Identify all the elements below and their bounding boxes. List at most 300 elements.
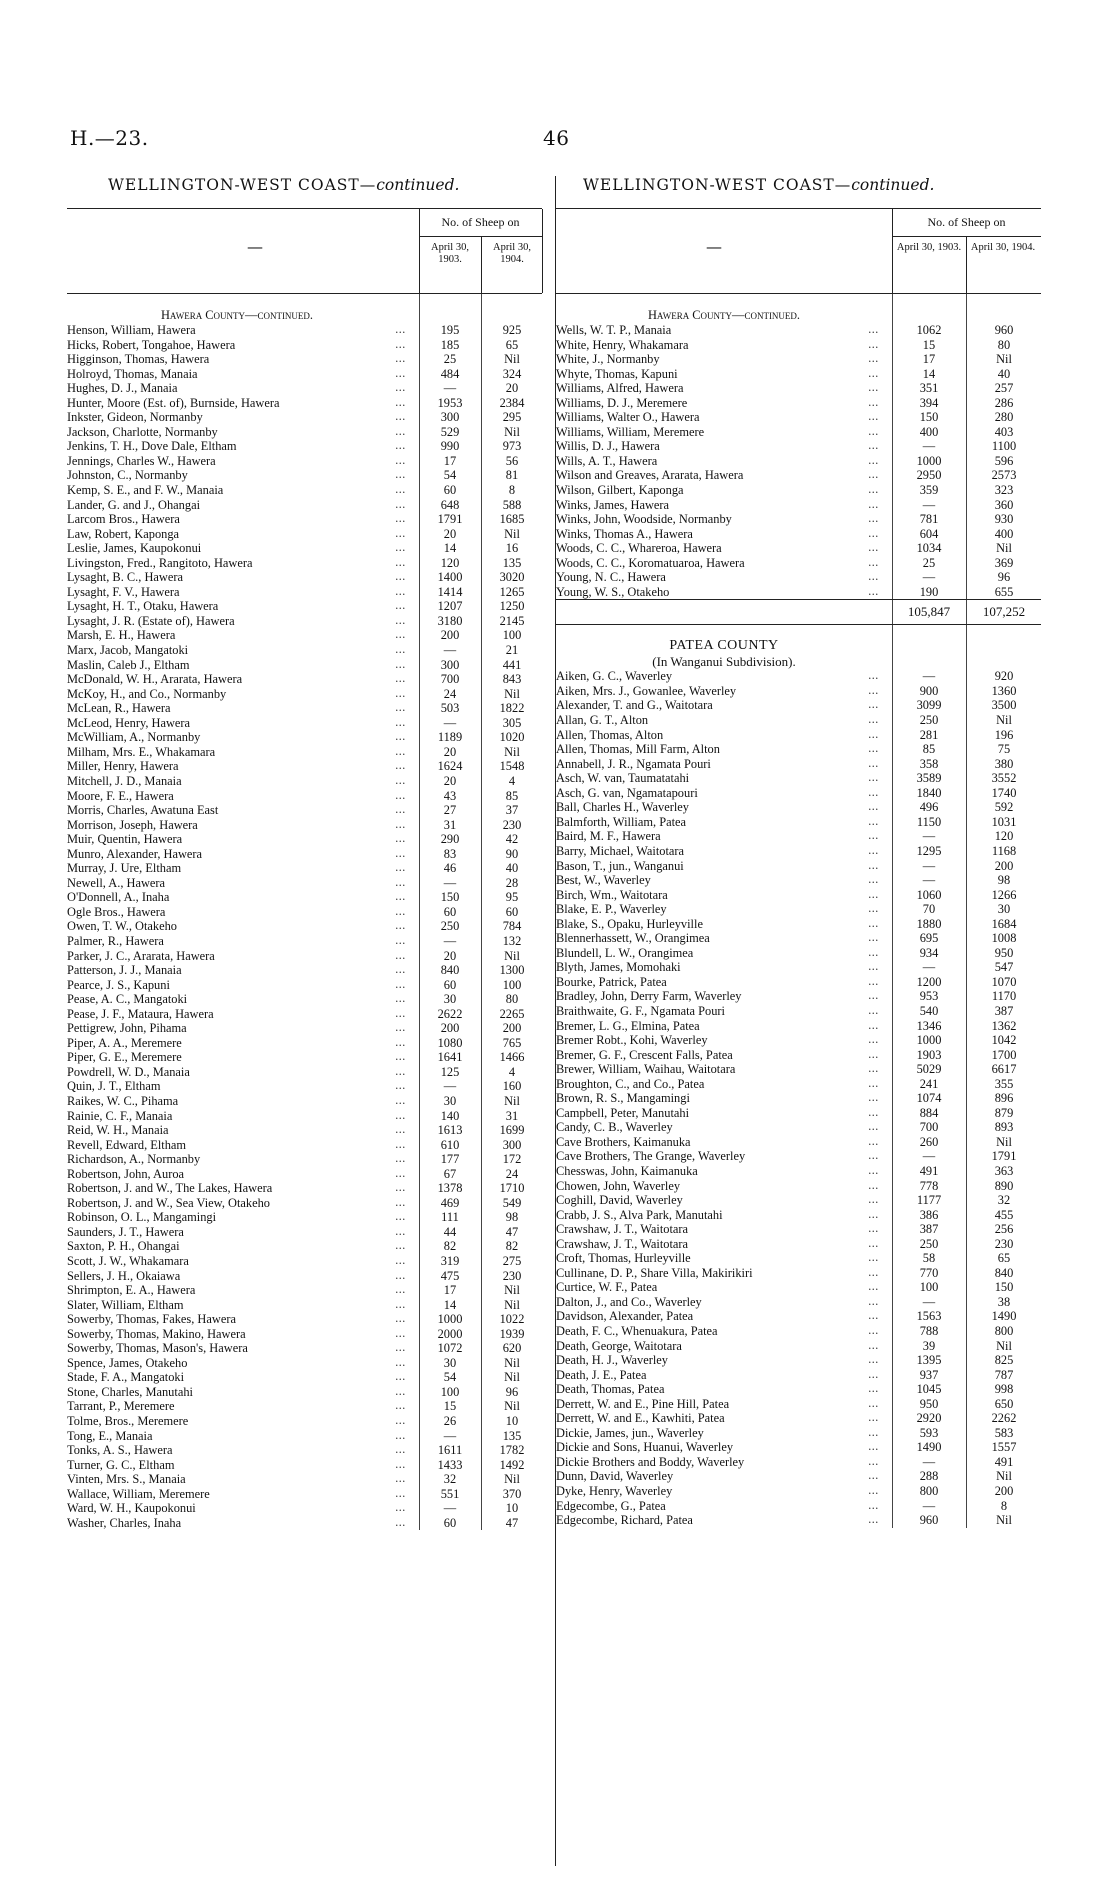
table-row (556, 771, 1041, 786)
owner-name: Bradley, John, Derry Farm, Waverley (556, 989, 742, 1004)
count-1904: 280 (994, 410, 1014, 425)
count-1904: 387 (994, 1003, 1014, 1018)
owner-name: Williams, Walter O., Hawera (556, 410, 700, 425)
count-1903: 200 (440, 628, 460, 643)
owner-name: Muir, Quentin, Hawera (67, 832, 183, 847)
count-1904: 925 (502, 323, 522, 337)
count-1903: 475 (440, 1268, 460, 1283)
count-1904: 2262 (991, 1411, 1017, 1426)
owner-name: Marsh, E. H., Hawera (67, 628, 176, 643)
table-row (556, 946, 1041, 961)
leader-dots: ... (395, 1021, 406, 1035)
table-row (556, 1397, 1041, 1412)
count-1903: 1207 (437, 599, 463, 614)
table-row (67, 1516, 542, 1531)
leader-dots: ... (395, 1123, 406, 1137)
count-1904: 1492 (499, 1457, 525, 1472)
table-row (67, 541, 542, 556)
owner-name: Robertson, John, Auroa (67, 1166, 185, 1181)
owner-name: McLean, R., Hawera (67, 701, 171, 716)
count-1903: — (922, 960, 936, 975)
owner-name: Death, F. C., Whenuakura, Patea (556, 1324, 718, 1338)
table-row (556, 338, 1041, 353)
leader-dots: ... (868, 1309, 879, 1323)
table-row (556, 844, 1041, 859)
count-1904: 10 (505, 1414, 519, 1429)
count-1903: 27 (443, 803, 457, 818)
table-row (67, 1399, 542, 1414)
table-row (556, 1440, 1041, 1455)
owner-name: Young, N. C., Hawera (556, 570, 666, 585)
count-1904: 920 (994, 669, 1014, 684)
count-1904: 160 (502, 1079, 522, 1094)
count-1904: 1008 (991, 931, 1017, 946)
owner-name: Stone, Charles, Manutahi (67, 1384, 193, 1399)
owner-name: Croft, Thomas, Hurleyville (556, 1251, 691, 1266)
leader-dots: ... (395, 1210, 406, 1224)
table-row (556, 1149, 1041, 1164)
count-1904: 230 (502, 817, 522, 832)
count-1904: 81 (505, 468, 519, 483)
left-rows (67, 323, 542, 1530)
owner-name: Inkster, Gideon, Normanby (67, 410, 203, 425)
leader-dots: ... (868, 698, 879, 712)
sheep-count-header: No. of Sheep on (927, 215, 1006, 229)
count-1903: 900 (919, 683, 939, 698)
count-1904: 4 (508, 773, 516, 788)
owner-name: Ward, W. H., Kaupokonui (67, 1501, 196, 1516)
leader-dots: ... (395, 672, 406, 686)
count-1904: 47 (505, 1224, 519, 1239)
leader-dots: ... (395, 1006, 406, 1020)
count-1904: 784 (502, 919, 522, 934)
table-row (556, 728, 1041, 743)
leader-dots: ... (868, 424, 879, 438)
table-row (67, 672, 542, 687)
count-1904: 1939 (499, 1326, 525, 1341)
leader-dots: ... (868, 771, 879, 785)
owner-name: Tong, E., Manaia (67, 1428, 153, 1443)
table-row (556, 757, 1041, 772)
count-1903: 30 (443, 1355, 457, 1370)
count-1904: 323 (994, 483, 1014, 498)
count-1904: 1020 (499, 730, 525, 745)
count-1904: 843 (502, 672, 522, 687)
table-row (556, 541, 1041, 556)
count-1903: 260 (919, 1134, 939, 1149)
leader-dots: ... (868, 1382, 879, 1396)
count-1903: 695 (919, 931, 939, 946)
title-continued: continued. (376, 176, 460, 194)
owner-name: Jackson, Charlotte, Normanby (67, 424, 218, 439)
col-1903-header: April 30, 1903. (896, 242, 962, 253)
count-1903: 125 (440, 1064, 460, 1079)
table-row (67, 701, 542, 716)
leader-dots: ... (868, 1280, 879, 1294)
count-1903: — (443, 933, 457, 948)
count-1903: 82 (443, 1239, 457, 1254)
count-1903: 3180 (437, 613, 463, 628)
count-1903: 1346 (916, 1018, 942, 1033)
count-1903: 60 (443, 904, 457, 919)
leader-dots: ... (395, 323, 406, 336)
count-1903: 2622 (437, 1006, 463, 1021)
owner-name: Blundell, L. W., Orangimea (556, 945, 694, 960)
table-row (556, 786, 1041, 801)
leader-dots: ... (395, 1108, 406, 1122)
count-1903: 1400 (437, 570, 463, 585)
leader-dots: ... (868, 1033, 879, 1047)
count-1903: 70 (922, 902, 936, 917)
count-1903: 648 (440, 497, 460, 512)
owner-name: Johnston, C., Normanby (67, 468, 188, 483)
table-row (67, 1210, 542, 1225)
leader-dots: ... (868, 1003, 879, 1017)
table-row (556, 1208, 1041, 1223)
count-1903: 46 (443, 861, 457, 876)
count-1904: 973 (502, 439, 522, 454)
leader-dots: ... (868, 916, 879, 930)
col-1904-header: April 30, 1904. (970, 242, 1036, 253)
count-1904: 16 (505, 541, 519, 556)
owner-name: Pettigrew, John, Pihama (67, 1021, 187, 1036)
count-1904: 82 (505, 1239, 519, 1254)
table-row (67, 1269, 542, 1284)
count-1904: Nil (504, 1093, 520, 1108)
leader-dots: ... (868, 1163, 879, 1177)
count-1904: 1490 (991, 1309, 1017, 1324)
leader-dots: ... (395, 1326, 406, 1340)
count-1904: 230 (994, 1236, 1014, 1251)
leader-dots: ... (395, 1370, 406, 1384)
count-1904: Nil (996, 352, 1012, 367)
owner-name: McKoy, H., and Co., Normanby (67, 686, 227, 701)
count-1903: 190 (919, 584, 939, 599)
count-1903: 150 (919, 410, 939, 425)
owner-name: Spence, James, Otakeho (67, 1355, 188, 1370)
table-row (67, 1167, 542, 1182)
leader-dots: ... (868, 742, 879, 756)
count-1904: 369 (994, 555, 1014, 570)
owner-name: Milham, Mrs. E., Whakamara (67, 744, 216, 759)
count-1903: 250 (919, 1236, 939, 1251)
leader-dots: ... (395, 803, 406, 817)
count-1904: 65 (997, 1251, 1011, 1266)
owner-name: Cullinane, D. P., Share Villa, Makirikiri (556, 1265, 753, 1280)
count-1903: 300 (440, 657, 460, 672)
leader-dots: ... (868, 512, 879, 526)
owner-name: Dunn, David, Waverley (556, 1469, 674, 1484)
count-1904: 1548 (499, 759, 525, 774)
count-1904: 1700 (991, 1047, 1017, 1062)
count-1903: — (922, 1498, 936, 1513)
table-row (67, 454, 542, 469)
leader-dots: ... (868, 497, 879, 511)
table-row (556, 352, 1041, 367)
count-1903: 31 (443, 817, 457, 832)
count-1903: 700 (440, 672, 460, 687)
leader-dots: ... (395, 337, 406, 351)
count-1904: 1466 (499, 1050, 525, 1065)
owner-name: Piper, A. A., Meremere (67, 1035, 182, 1050)
count-1903: 1563 (916, 1309, 942, 1324)
count-1903: 20 (443, 948, 457, 963)
table-row (556, 498, 1041, 513)
table-row (556, 425, 1041, 440)
count-1904: 1300 (499, 963, 525, 978)
table-row (67, 1109, 542, 1124)
count-1904: 305 (502, 715, 522, 730)
owner-name: Allan, G. T., Alton (556, 713, 649, 728)
count-1903: 15 (922, 337, 936, 352)
count-1903: 387 (919, 1222, 939, 1237)
count-1904: 56 (505, 453, 519, 468)
owner-name: Wills, A. T., Hawera (556, 453, 658, 468)
count-1904: 890 (994, 1178, 1014, 1193)
count-1903: 60 (443, 1515, 457, 1530)
owner-name: Crawshaw, J. T., Waitotara (556, 1236, 689, 1251)
count-1904: 98 (997, 873, 1011, 888)
owner-name: Winks, James, Hawera (556, 497, 670, 512)
count-1903: 111 (441, 1210, 459, 1225)
count-1904: 930 (994, 512, 1014, 527)
owner-name: Brewer, William, Waihau, Waitotara (556, 1062, 736, 1077)
owner-name: Lander, G. and J., Ohangai (67, 497, 201, 512)
leader-dots: ... (868, 323, 879, 336)
leader-dots: ... (868, 669, 879, 683)
count-1903: 14 (443, 1297, 457, 1312)
count-1903: 185 (440, 337, 460, 352)
count-1904: 200 (994, 858, 1014, 873)
table-row (67, 847, 542, 862)
table-row (67, 934, 542, 949)
count-1904: 3500 (991, 698, 1017, 713)
table-row (67, 905, 542, 920)
count-1904: 4 (508, 1064, 516, 1079)
count-1903: 120 (440, 555, 460, 570)
leader-dots: ... (395, 933, 406, 947)
leader-dots: ... (395, 919, 406, 933)
owner-name: Marx, Jacob, Mangatoki (67, 643, 189, 658)
count-1904: 60 (505, 904, 519, 919)
table-row (67, 803, 542, 818)
count-1904: Nil (504, 1370, 520, 1385)
leader-dots: ... (395, 352, 406, 366)
table-row (556, 1455, 1041, 1470)
table-row (67, 425, 542, 440)
table-row (556, 1251, 1041, 1266)
count-1904: 620 (502, 1341, 522, 1356)
leader-dots: ... (395, 715, 406, 729)
leader-dots: ... (868, 366, 879, 380)
owner-name: Whyte, Thomas, Kapuni (556, 366, 678, 381)
count-1903: 1395 (916, 1353, 942, 1368)
count-1903: 17 (922, 352, 936, 367)
count-1904: 1168 (991, 843, 1017, 858)
table-row (556, 585, 1041, 600)
table-row (67, 367, 542, 382)
count-1904: 28 (505, 875, 519, 890)
owner-name: Woods, C. C., Koromatuaroa, Hawera (556, 555, 745, 570)
count-1904: Nil (996, 713, 1012, 728)
count-1904: Nil (504, 1355, 520, 1370)
owner-name: Miller, Henry, Hawera (67, 759, 179, 774)
table-row (556, 917, 1041, 932)
leader-dots: ... (395, 1035, 406, 1049)
table-row (556, 1266, 1041, 1281)
owner-name: Cave Brothers, Kaimanuka (556, 1134, 691, 1149)
total-row (556, 599, 1041, 625)
count-1904: Nil (996, 541, 1012, 556)
leader-dots: ... (868, 1396, 879, 1410)
table-row (556, 512, 1041, 527)
table-row (67, 1239, 542, 1254)
leader-dots: ... (868, 395, 879, 409)
leader-dots: ... (868, 439, 879, 453)
count-1904: 1822 (499, 701, 525, 716)
owner-name: Patterson, J. J., Manaia (67, 963, 182, 978)
table-row (556, 1411, 1041, 1426)
count-1903: 770 (919, 1265, 939, 1280)
leader-dots: ... (395, 744, 406, 758)
count-1903: 58 (922, 1251, 936, 1266)
table-row (556, 468, 1041, 483)
table-row (556, 556, 1041, 571)
count-1904: 132 (502, 933, 522, 948)
leader-dots: ... (395, 1152, 406, 1166)
owner-name: Jennings, Charles W., Hawera (67, 453, 216, 468)
owner-name: Baird, M. F., Hawera (556, 829, 661, 844)
count-1904: 196 (994, 727, 1014, 742)
table-row (556, 1324, 1041, 1339)
table-row (67, 1283, 542, 1298)
table-row (67, 890, 542, 905)
col-1904-header: April 30, 1904. (493, 242, 531, 265)
table-row (556, 989, 1041, 1004)
count-1903: 200 (440, 1021, 460, 1036)
count-1903: 1295 (916, 843, 942, 858)
leader-dots: ... (395, 1239, 406, 1253)
table-row (67, 352, 542, 367)
owner-name: Vinten, Mrs. S., Manaia (67, 1472, 186, 1487)
leader-dots: ... (395, 1384, 406, 1398)
count-1903: 1624 (437, 759, 463, 774)
owner-name: Raikes, W. C., Pihama (67, 1093, 179, 1108)
table-row (556, 396, 1041, 411)
table-row (67, 323, 542, 338)
owner-name: Brown, R. S., Mangamingi (556, 1091, 690, 1106)
table-row (556, 367, 1041, 382)
count-1903: 1062 (916, 323, 942, 337)
count-1904: 765 (502, 1035, 522, 1050)
leader-dots: ... (868, 683, 879, 697)
table-row (67, 1472, 542, 1487)
count-1904: 655 (994, 584, 1014, 599)
table-row (67, 381, 542, 396)
table-row (556, 698, 1041, 713)
count-1904: 2265 (499, 1006, 525, 1021)
table-row (556, 669, 1041, 684)
owner-name: Saxton, P. H., Ohangai (67, 1239, 180, 1254)
count-1904: 96 (505, 1384, 519, 1399)
count-1904: 172 (502, 1152, 522, 1167)
leader-dots: ... (395, 395, 406, 409)
leader-dots: ... (868, 756, 879, 770)
leader-dots: ... (395, 1312, 406, 1326)
count-1903: 24 (443, 686, 457, 701)
table-row (67, 1327, 542, 1342)
count-1903: 491 (919, 1163, 939, 1178)
count-1903: 934 (919, 945, 939, 960)
table-row (67, 1370, 542, 1385)
leader-dots: ... (868, 1149, 879, 1163)
table-row (67, 498, 542, 513)
count-1903: 25 (443, 352, 457, 367)
count-1903: — (922, 1454, 936, 1469)
count-1904: 380 (994, 756, 1014, 771)
owner-name: Woods, C. C., Whareroa, Hawera (556, 541, 722, 556)
owner-name: McWilliam, A., Normanby (67, 730, 201, 745)
count-1904: 355 (994, 1076, 1014, 1091)
count-1904: 42 (505, 832, 519, 847)
owner-name: Edgecombe, Richard, Patea (556, 1513, 693, 1528)
count-1903: 351 (919, 381, 939, 396)
leader-dots: ... (868, 1062, 879, 1076)
table-row (67, 556, 542, 571)
count-1903: 60 (443, 483, 457, 498)
count-1904: 1699 (499, 1123, 525, 1138)
owner-name: Blake, S., Opaku, Hurleyville (556, 916, 703, 931)
count-1903: 288 (919, 1469, 939, 1484)
count-1904: 85 (505, 788, 519, 803)
count-1904: 1685 (499, 512, 525, 527)
leader-dots: ... (395, 1283, 406, 1297)
count-1904: 20 (505, 381, 519, 396)
table-row (67, 1196, 542, 1211)
count-1903: — (443, 1501, 457, 1516)
count-1904: 95 (505, 890, 519, 905)
count-1904: 30 (997, 902, 1011, 917)
leader-dots: ... (395, 1443, 406, 1457)
count-1904: 275 (502, 1254, 522, 1268)
count-1903: 32 (443, 1472, 457, 1487)
count-1904: 1100 (991, 439, 1017, 454)
count-1903: 26 (443, 1414, 457, 1429)
count-1903: 960 (919, 1513, 939, 1528)
count-1904: Nil (996, 1513, 1012, 1528)
table-header (556, 208, 1041, 294)
owner-name: Palmer, R., Hawera (67, 933, 164, 948)
count-1903: 1840 (916, 785, 942, 800)
count-1904: 90 (505, 846, 519, 861)
owner-name: Lysaght, B. C., Hawera (67, 570, 183, 585)
owner-name: Saunders, J. T., Hawera (67, 1224, 184, 1239)
leader-dots: ... (868, 555, 879, 569)
leader-dots: ... (395, 817, 406, 831)
count-1904: Nil (996, 1469, 1012, 1484)
leader-dots: ... (868, 526, 879, 540)
table-row (556, 1091, 1041, 1106)
owner-name: Coghill, David, Waverley (556, 1193, 683, 1208)
count-1903: 300 (440, 410, 460, 425)
leader-dots: ... (395, 1195, 406, 1209)
table-row (67, 599, 542, 614)
leader-dots: ... (868, 829, 879, 843)
count-1903: 358 (919, 756, 939, 771)
table-row (556, 323, 1041, 338)
count-1904: 286 (994, 395, 1014, 410)
owner-name: Hunter, Moore (Est. of), Burnside, Hawera (67, 395, 280, 410)
